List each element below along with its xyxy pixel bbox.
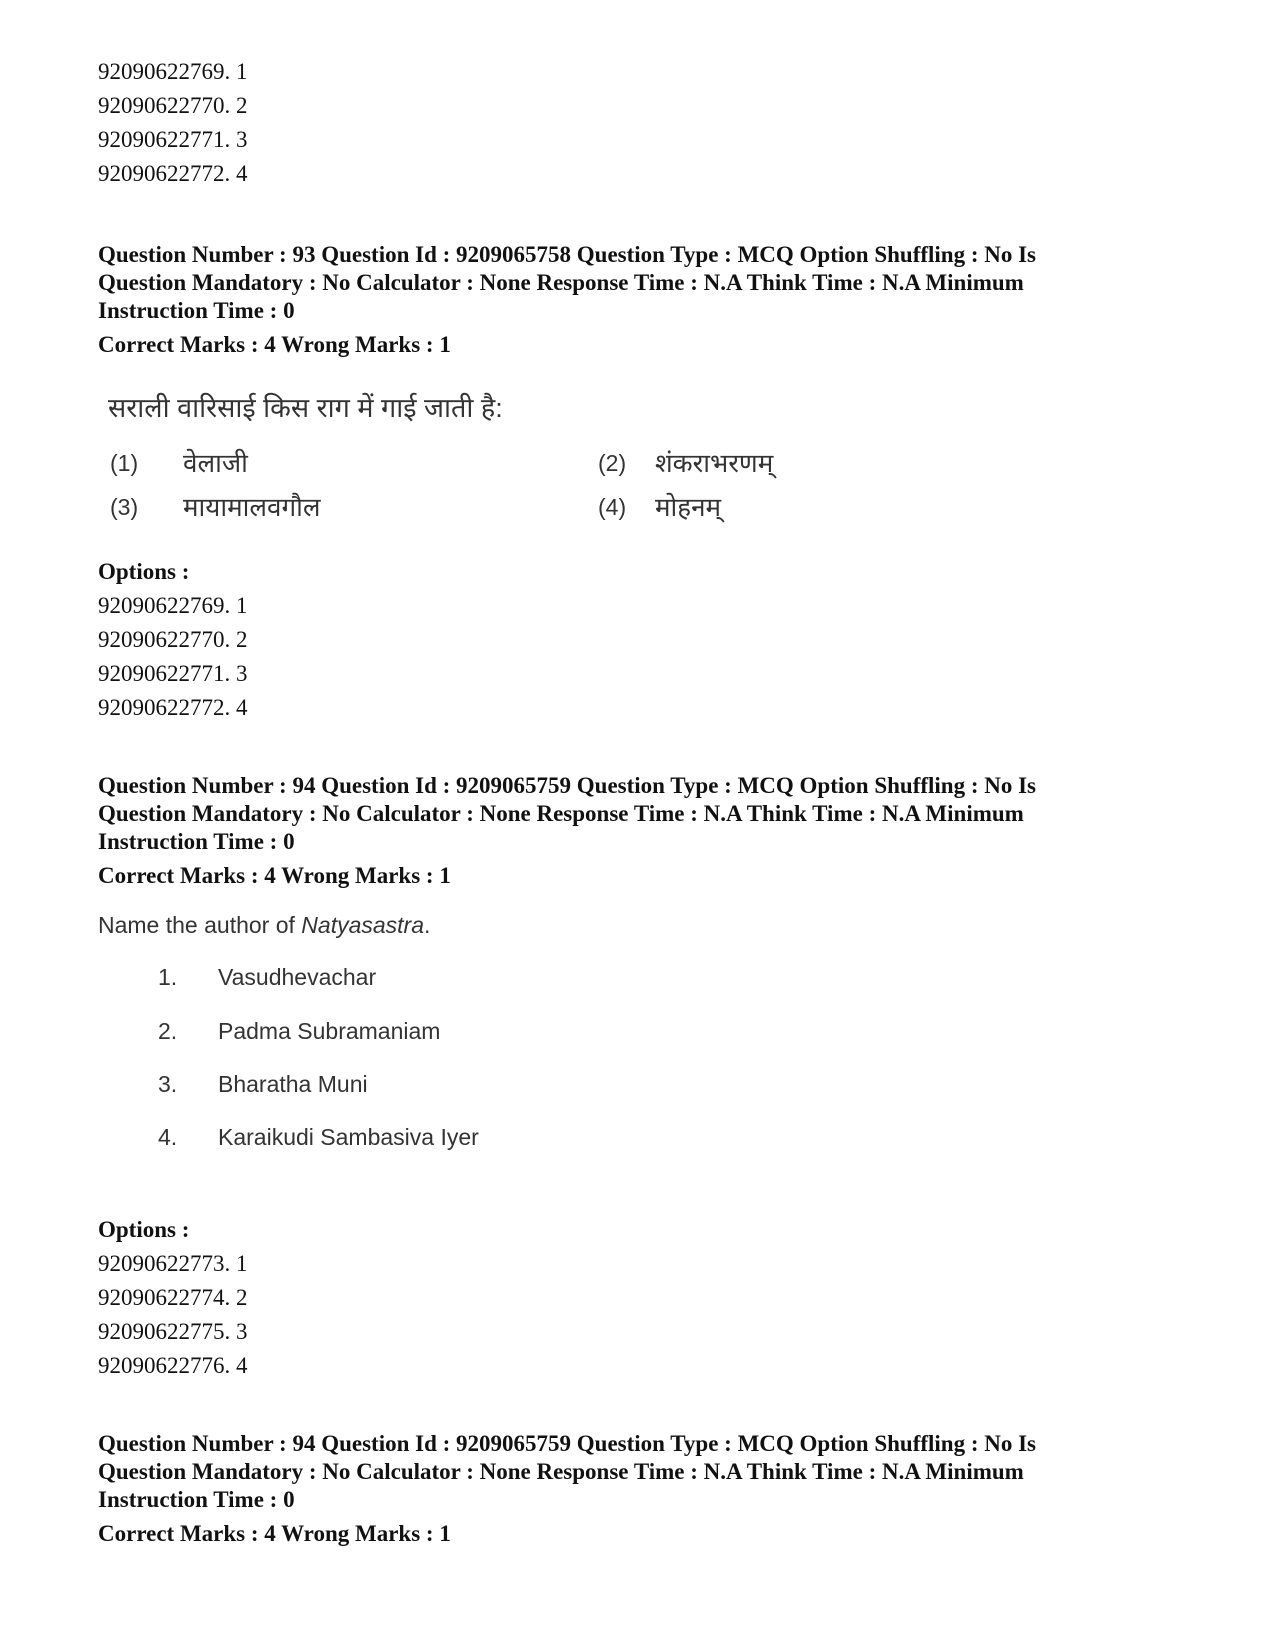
- choice-text: Vasudhevachar: [218, 964, 377, 990]
- question-header: Question Mandatory : No Calculator : None Response Time : N.A Think Time : N.A Minimum: [98, 1459, 1024, 1484]
- option-line: 92090622775. 3: [98, 1319, 248, 1344]
- marks-line: Correct Marks : 4 Wrong Marks : 1: [98, 863, 451, 888]
- choice-number: (4): [598, 494, 627, 520]
- option-line: 92090622770. 2: [98, 93, 248, 118]
- question-stem: सराली वारिसाई किस राग में गाई जाती है:: [108, 393, 503, 423]
- option-line: 92090622772. 4: [98, 161, 248, 186]
- marks-line: Correct Marks : 4 Wrong Marks : 1: [98, 1521, 451, 1546]
- marks-line: Correct Marks : 4 Wrong Marks : 1: [98, 332, 451, 357]
- question-header: Question Number : 93 Question Id : 9209065758 Question Type : MCQ Option Shuffling : No Is: [98, 242, 1037, 267]
- choice-text: शंकराभरणम्: [655, 448, 774, 478]
- question-header: Instruction Time : 0: [98, 1487, 295, 1512]
- choice-number: (3): [110, 494, 139, 520]
- choice-number: 2.: [158, 1018, 178, 1044]
- options-label: Options :: [98, 559, 190, 584]
- option-line: 92090622774. 2: [98, 1285, 248, 1310]
- question-header: Instruction Time : 0: [98, 829, 295, 854]
- choice-text: Padma Subramaniam: [218, 1018, 441, 1044]
- choice-text: वेलाजी: [183, 448, 248, 478]
- stem-text: Name the author of: [98, 912, 302, 938]
- option-line: 92090622769. 1: [98, 593, 248, 618]
- option-line: 92090622771. 3: [98, 661, 248, 686]
- option-line: 92090622770. 2: [98, 627, 248, 652]
- question-header: Question Mandatory : No Calculator : None Response Time : N.A Think Time : N.A Minimum: [98, 801, 1024, 826]
- option-line: 92090622769. 1: [98, 59, 248, 84]
- choice-number: 1.: [158, 964, 178, 990]
- options-label: Options :: [98, 1217, 190, 1242]
- option-line: 92090622772. 4: [98, 695, 248, 720]
- choice-number: 4.: [158, 1124, 178, 1150]
- choice-number: 3.: [158, 1071, 178, 1097]
- question-header: Question Number : 94 Question Id : 9209065759 Question Type : MCQ Option Shuffling : No Is: [98, 773, 1037, 798]
- question-stem: [98, 912, 430, 939]
- question-header: Instruction Time : 0: [98, 298, 295, 323]
- choice-number: (2): [598, 450, 627, 476]
- option-line: 92090622776. 4: [98, 1353, 248, 1378]
- choice-text: Bharatha Muni: [218, 1071, 368, 1097]
- choice-text: Karaikudi Sambasiva Iyer: [218, 1124, 479, 1150]
- option-line: 92090622771. 3: [98, 127, 248, 152]
- stem-title: Natyasastra: [301, 912, 425, 938]
- question-header: Question Number : 94 Question Id : 9209065759 Question Type : MCQ Option Shuffling : No Is: [98, 1431, 1037, 1456]
- choice-text: मोहनम्: [655, 492, 722, 522]
- stem-end: .: [424, 912, 431, 938]
- choice-number: (1): [110, 450, 139, 476]
- question-header: Question Mandatory : No Calculator : None Response Time : N.A Think Time : N.A Minimum: [98, 270, 1024, 295]
- choice-text: मायामालवगौल: [183, 492, 321, 522]
- option-line: 92090622773. 1: [98, 1251, 248, 1276]
